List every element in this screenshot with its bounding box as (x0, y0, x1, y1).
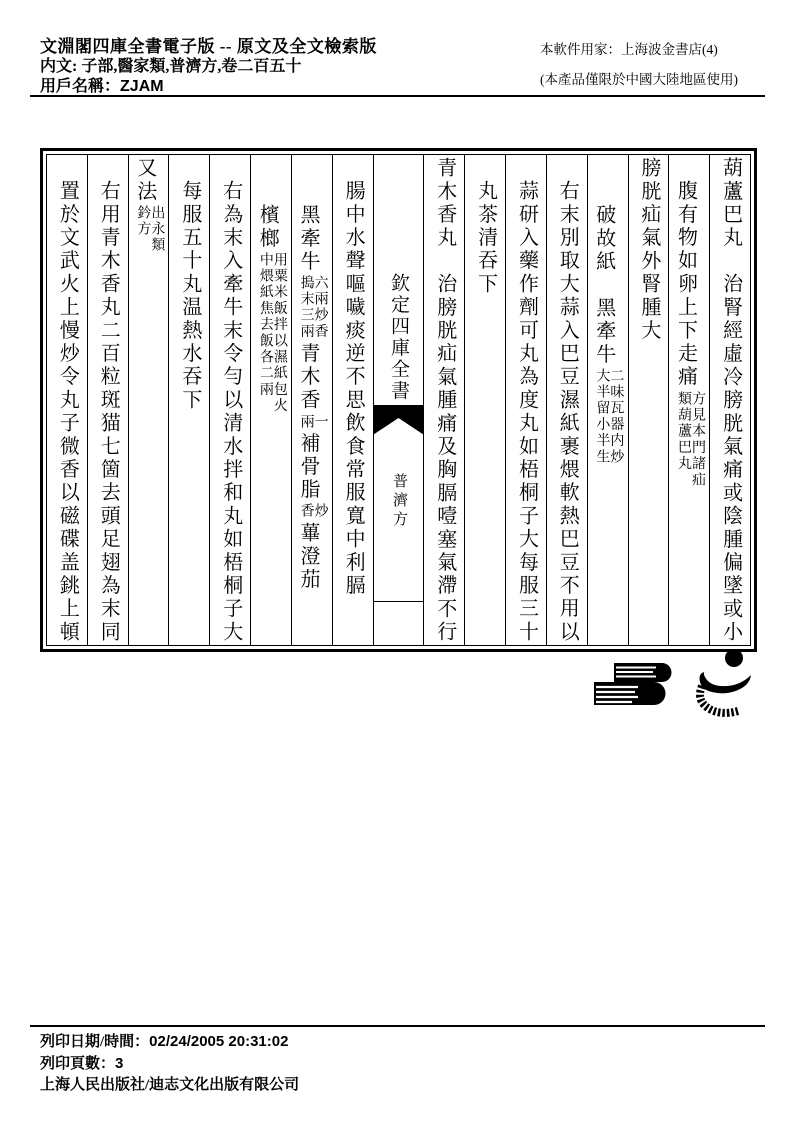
text-column-15 (128, 155, 169, 645)
print-page-count-line (40, 1053, 299, 1075)
text-column-2 (668, 155, 709, 645)
main-text: 置於文武火上慢炒令丸子微香以磁碟盖銚上頓 (56, 180, 79, 645)
inline-annotation (258, 252, 286, 414)
column-text (593, 157, 623, 645)
main-text: 腹有物如卵上下走痛 (674, 180, 697, 390)
annotation-subcolumn: 搗末三兩 (298, 275, 314, 341)
main-text: 青木香丸 治膀胱疝氣腫痛及胸膈噎塞氣滯不行 (433, 157, 456, 645)
main-text: 黑牽牛 (297, 203, 320, 274)
footer-divider (30, 1025, 765, 1027)
annotation-subcolumn: 六兩炒香 (312, 275, 328, 341)
text-column-10 (332, 155, 373, 645)
main-text: 青木香 (297, 342, 320, 412)
print-page-count-value: 3 (115, 1055, 124, 1072)
spine-book-title: 普濟方 (390, 472, 407, 530)
text-column-12 (250, 155, 291, 645)
fishtail-bookmark-icon (374, 405, 424, 435)
annotation-subcolumn: 香 (298, 503, 314, 520)
column-text (297, 157, 327, 645)
user-name-value: ZJAM (120, 78, 164, 95)
annotation-subcolumn: 炒 (312, 503, 328, 520)
header-divider (30, 95, 765, 97)
column-text (720, 157, 741, 645)
footer (40, 1031, 299, 1096)
print-datetime-label: 列印日期/時間： (40, 1034, 150, 1050)
book-page-frame (40, 148, 757, 652)
main-text: 右為末入牽牛末令勻以清水拌和丸如梧桐子大 (219, 180, 242, 645)
user-name-line (40, 77, 377, 97)
main-text: 又法 (133, 157, 156, 204)
header-right (540, 42, 738, 88)
column-text (674, 157, 704, 645)
document-title: 文淵閣四庫全書電子版 -- 原文及全文檢索版 (40, 37, 377, 56)
main-text: 檳榔 (256, 203, 279, 250)
main-text: 腸中水聲嘔噦痰逆不思飲食常服寬中利膈 (342, 180, 365, 598)
text-column-17 (47, 155, 87, 645)
license-restriction-line: (本產品僅限於中國大陸地區使用) (540, 72, 738, 87)
main-text: 蒜研入藥作劑可丸為度丸如梧桐子大每服三十 (515, 180, 538, 645)
annotation-subcolumn: 中煨紙焦去飯各二兩 (257, 252, 273, 398)
main-text: 膀胱疝氣外腎腫大 (637, 157, 660, 343)
column-text (475, 157, 496, 645)
annotation-subcolumn: 大半留小半生 (594, 368, 610, 466)
column-text (97, 157, 118, 645)
column-text (556, 157, 577, 645)
main-text: 右末別取大蒜入巴豆濕紙裹煨軟熱巴豆不用以 (556, 180, 579, 645)
swirl-brand-logo (690, 646, 757, 731)
header-left (40, 36, 377, 97)
publisher-line: 上海人民出版社/迪志文化出版有限公司 (40, 1077, 300, 1093)
text-column-5 (546, 155, 587, 645)
annotation-subcolumn: 用粟米飯拌以濕紙包火 (271, 252, 287, 414)
user-name-label: 用戶名稱： (40, 78, 121, 95)
main-text: 蓽澄茄 (297, 521, 320, 592)
column-text (515, 157, 536, 645)
annotation-subcolumn: 出永類 (149, 205, 165, 255)
text-column-1 (709, 155, 750, 645)
book-page-inner-border (46, 154, 751, 646)
inline-annotation (299, 503, 327, 519)
main-text: 右用青木香丸二百粒斑猫七箇去頭足翅為末同 (97, 180, 120, 645)
annotation-subcolumn: 一 (312, 413, 328, 430)
column-text (256, 157, 286, 645)
content-path-label: 内文: (40, 58, 78, 75)
spine-footer-divider (374, 601, 424, 602)
column-text (434, 157, 455, 645)
spine-series-title: 欽定四庫全書 (387, 272, 409, 402)
main-text: 葫蘆巴丸 治腎經虛冷膀胱氣痛或陰腫偏墜或小 (719, 157, 742, 645)
main-text: 丸茶清吞下 (474, 180, 497, 297)
column-text (179, 157, 200, 645)
inline-annotation (135, 205, 163, 254)
content-path-value: 子部,醫家類,普濟方,卷二百五十 (81, 58, 302, 75)
print-page-count-label: 列印頁數： (40, 1056, 116, 1072)
annotation-subcolumn: 類葫蘆巴丸 (676, 391, 692, 473)
spine-column (373, 155, 424, 645)
main-text: 每服五十丸温熱水吞下 (178, 180, 201, 413)
annotation-subcolumn: 兩 (298, 413, 314, 430)
text-column-6 (505, 155, 546, 645)
text-column-16 (87, 155, 128, 645)
swirl-icon (690, 646, 757, 726)
print-datetime-value: 02/24/2005 20:31:02 (149, 1033, 289, 1050)
text-column-3 (628, 155, 669, 645)
column-text (220, 157, 241, 645)
text-column-8 (423, 155, 464, 645)
annotation-subcolumn: 二味瓦器内炒 (608, 368, 624, 466)
text-column-7 (464, 155, 505, 645)
main-text: 補骨脂 (297, 431, 320, 502)
annotation-subcolumn: 方見本門諸疝 (690, 391, 706, 489)
page-columns (47, 155, 750, 645)
main-text: 破故紙 黑牽牛 (592, 203, 615, 366)
stacked-books-logo (586, 658, 681, 718)
column-text (638, 157, 659, 645)
text-column-4 (587, 155, 628, 645)
text-column-13 (209, 155, 250, 645)
column-text (342, 157, 363, 645)
content-path-line (40, 57, 377, 77)
licensee-line: 本軟件用家：上海波金書店(4) (540, 42, 718, 57)
print-datetime-line (40, 1031, 299, 1053)
books-icon (586, 658, 681, 713)
inline-annotation (594, 368, 622, 465)
inline-annotation (676, 391, 704, 488)
text-column-14 (168, 155, 209, 645)
column-text (56, 157, 77, 645)
column-text (134, 157, 164, 645)
annotation-subcolumn: 鈐方 (135, 205, 151, 238)
inline-annotation (299, 275, 327, 340)
text-column-11 (291, 155, 332, 645)
inline-annotation (299, 414, 327, 430)
